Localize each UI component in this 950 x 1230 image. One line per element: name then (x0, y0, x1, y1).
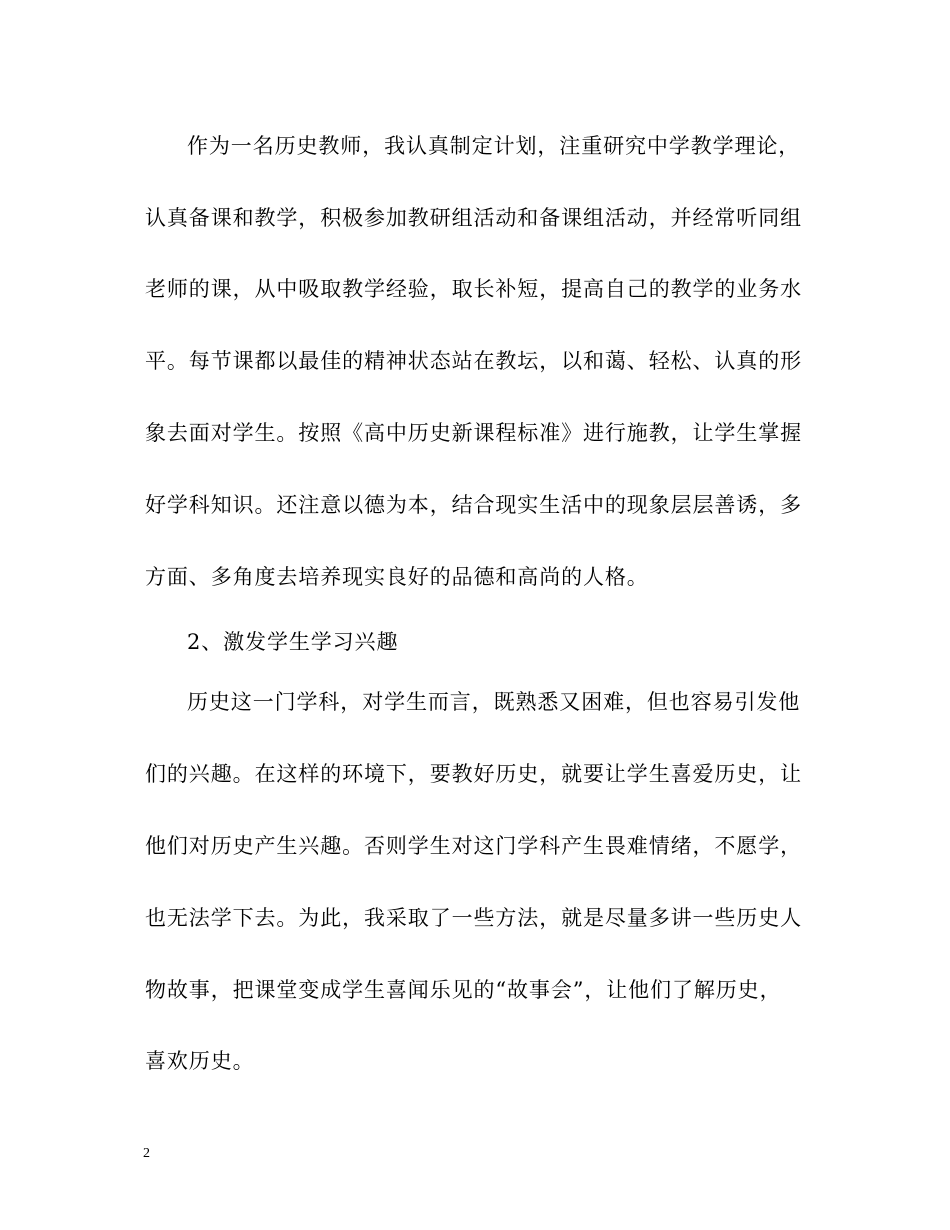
paragraph1-line-3: 老师的课，从中吸取教学经验，取长补短，提高自己的教学的业务水 (145, 277, 802, 301)
section-heading: 2、激发学生学习兴趣 (187, 630, 399, 654)
paragraph1-line-4: 平。每节课都以最佳的精神状态站在教坛，以和蔼、轻松、认真的形 (145, 349, 802, 373)
paragraph2-line-2: 们的兴趣。在这样的环境下，要教好历史，就要让学生喜爱历史，让 (145, 762, 802, 786)
paragraph2-line-1: 历史这一门学科，对学生而言，既熟悉又困难，但也容易引发他 (187, 690, 801, 714)
page-number: 2 (143, 1146, 150, 1161)
paragraph2-line-5: 物故事，把课堂变成学生喜闻乐见的“故事会”，让他们了解历史， (145, 978, 782, 1002)
paragraph2-line-4: 也无法学下去。为此，我采取了一些方法，就是尽量多讲一些历史人 (145, 906, 802, 930)
paragraph1-line-1: 作为一名历史教师，我认真制定计划，注重研究中学教学理论， (187, 134, 801, 158)
paragraph1-line-2: 认真备课和教学，积极参加教研组活动和备课组活动，并经常听同组 (145, 206, 802, 230)
paragraph1-line-7: 方面、多角度去培养现实良好的品德和高尚的人格。 (145, 565, 649, 589)
paragraph2-line-6: 喜欢历史。 (145, 1049, 255, 1073)
paragraph1-line-5: 象去面对学生。按照《高中历史新课程标准》进行施教，让学生掌握 (145, 421, 802, 445)
paragraph2-line-3: 他们对历史产生兴趣。否则学生对这门学科产生畏难情绪，不愿学， (145, 834, 802, 858)
paragraph1-line-6: 好学科知识。还注意以德为本，结合现实生活中的现象层层善诱，多 (145, 493, 802, 517)
